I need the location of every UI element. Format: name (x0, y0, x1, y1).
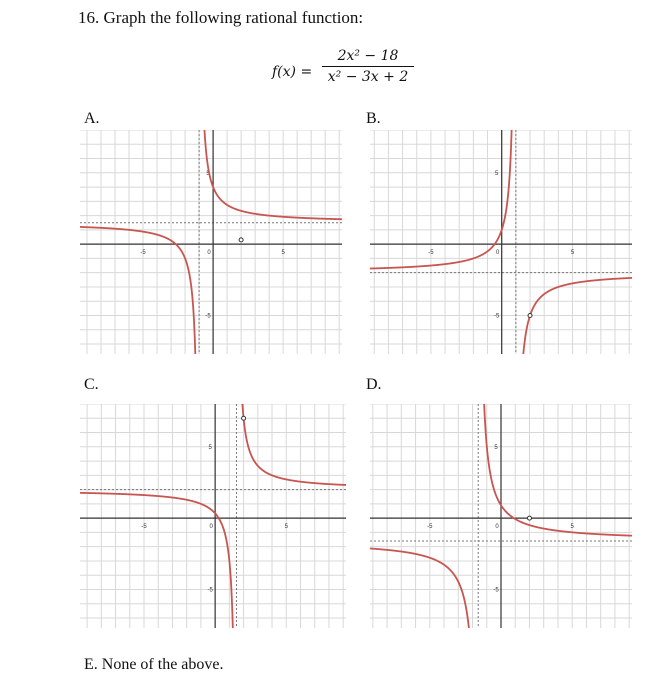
option-b-label[interactable]: B. (366, 110, 381, 127)
formula-denominator: x² − 3x + 2 (327, 69, 409, 85)
question-heading (78, 8, 363, 28)
question-text: Graph the following rational function: (103, 8, 364, 27)
question-number: 16. (78, 8, 100, 27)
option-a-label[interactable]: A. (84, 110, 100, 127)
tick-label-y-pos: 5 (494, 444, 498, 451)
tick-label-y-pos: 5 (206, 170, 210, 177)
graph-option-d[interactable] (370, 404, 632, 628)
grid (370, 130, 632, 354)
tick-label-y-neg: -5 (494, 313, 500, 320)
grid (80, 404, 346, 628)
hole-point (527, 516, 531, 520)
curve-left-branch (80, 493, 233, 628)
tick-label-y-neg: -5 (493, 587, 499, 594)
curve-left-branch (370, 548, 469, 628)
tick-label-y-neg: -5 (207, 587, 213, 594)
hole-point (242, 416, 246, 420)
option-c-label[interactable]: C. (84, 376, 99, 393)
formula-lhs: f(x) = (272, 64, 313, 80)
graph-option-c[interactable] (80, 404, 346, 628)
tick-label-y-pos: 5 (495, 170, 499, 177)
tick-label-origin: 0 (207, 250, 211, 257)
grid (80, 130, 342, 354)
tick-label-y-neg: -5 (205, 313, 211, 320)
tick-label-y-pos: 5 (208, 444, 212, 451)
curve-left-branch (370, 130, 512, 269)
tick-label-x-pos: 5 (570, 250, 575, 257)
tick-label-x-neg: -5 (141, 524, 147, 531)
curve-right-branch (204, 130, 342, 219)
option-e-label[interactable]: E. None of the above. (84, 656, 224, 673)
graph-option-b[interactable] (370, 130, 632, 354)
option-d-label[interactable]: D. (366, 376, 382, 393)
hole-point (239, 238, 243, 242)
tick-label-x-neg: -5 (140, 250, 146, 257)
hole-point (528, 313, 532, 317)
tick-label-origin: 0 (495, 524, 499, 531)
tick-label-x-pos: 5 (281, 250, 285, 257)
tick-label-x-neg: -5 (428, 250, 434, 257)
tick-label-origin: 0 (209, 524, 213, 531)
tick-label-x-pos: 5 (570, 524, 574, 531)
tick-label-x-neg: -5 (427, 524, 433, 531)
curve-left-branch (80, 227, 195, 354)
tick-label-origin: 0 (496, 250, 500, 257)
tick-label-x-pos: 5 (284, 524, 288, 531)
graph-option-a[interactable] (80, 130, 342, 354)
fraction (322, 48, 414, 85)
formula-numerator: 2x² − 18 (337, 48, 399, 64)
